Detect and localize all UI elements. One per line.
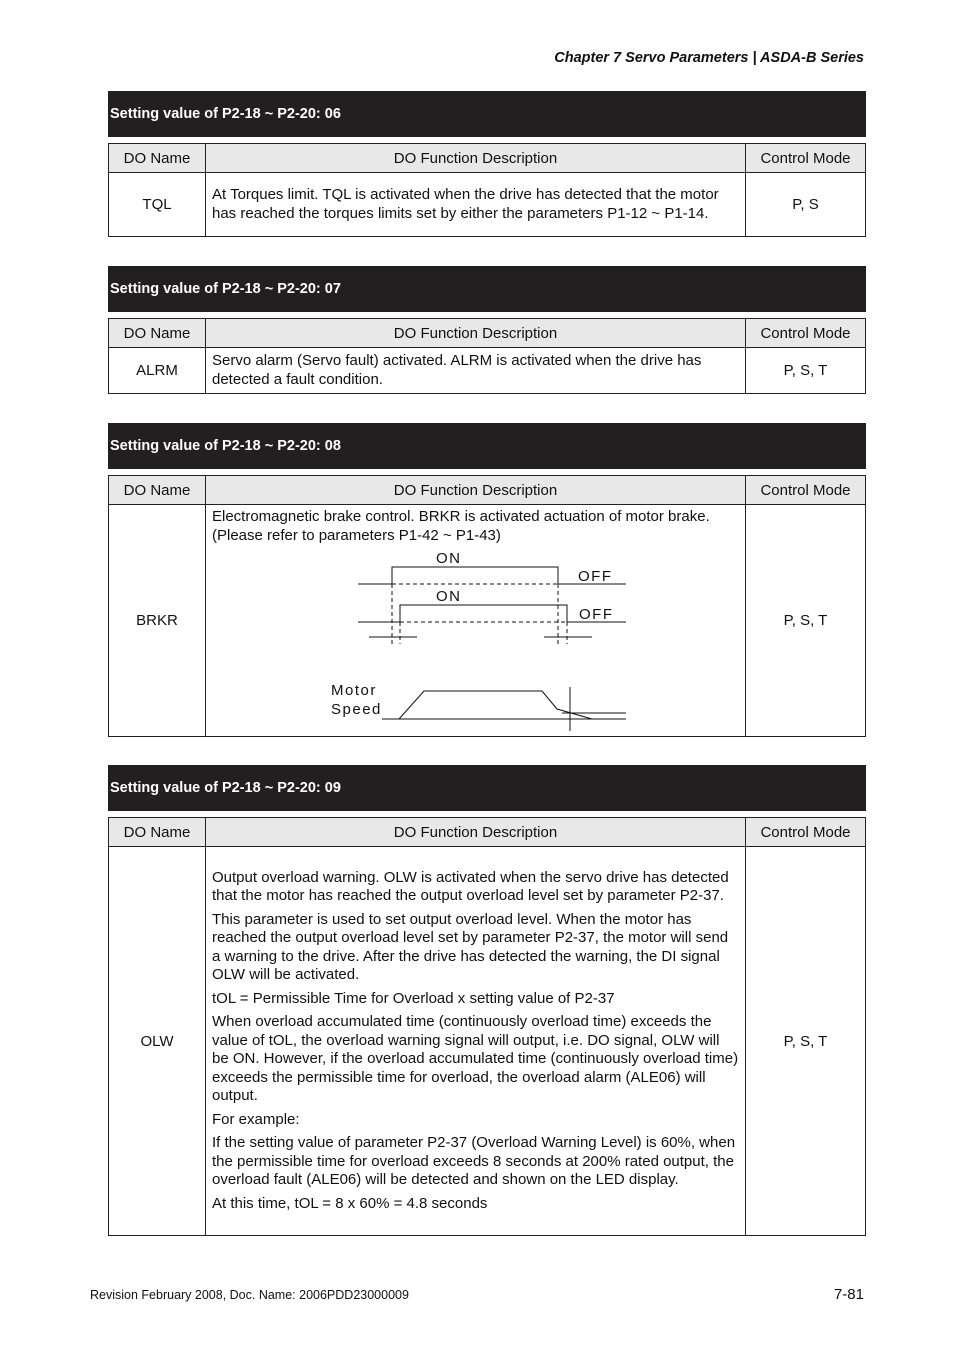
section-09 xyxy=(108,765,866,1236)
col-header-name: DO Name xyxy=(109,319,206,348)
desc-paragraph: If the setting value of parameter P2-37 (Overload Warning Level) is 60%, when the permissible time for overload exceeds 8 seconds at 200% rated output, the overload fault (ALE06) will be detected and shown on the LED display. xyxy=(212,1134,736,1189)
motor-label: Motor xyxy=(331,682,377,699)
table-header-row xyxy=(109,818,866,847)
do-description xyxy=(206,505,746,737)
section-07 xyxy=(108,266,866,394)
control-mode: P, S, T xyxy=(746,348,866,394)
chapter-header: Chapter 7 Servo Parameters | ASDA-B Series xyxy=(554,50,864,66)
section-06 xyxy=(108,91,866,237)
desc-paragraph: At Torques limit. TQL is activated when the drive has detected that the motor has reached the torques limits set by either the parameters P1-12 ~ P1-14. xyxy=(212,186,719,222)
do-name: OLW xyxy=(109,847,206,1236)
col-header-desc: DO Function Description xyxy=(206,476,746,505)
desc-paragraph: tOL = Permissible Time for Overload x setting value of P2-37 xyxy=(212,989,615,1007)
col-header-desc: DO Function Description xyxy=(206,319,746,348)
table-row xyxy=(109,348,866,394)
col-header-name: DO Name xyxy=(109,476,206,505)
control-mode: P, S xyxy=(746,173,866,237)
do-table xyxy=(108,143,866,237)
do-table xyxy=(108,817,866,1236)
on-label-1: ON xyxy=(436,550,462,567)
section-title: Setting value of P2-18 ~ P2-20: 07 xyxy=(108,266,866,312)
desc-paragraph: Servo alarm (Servo fault) activated. ALRM is activated when the drive has detected a fault condition. xyxy=(212,352,702,388)
do-description xyxy=(206,847,746,1236)
table-row xyxy=(109,505,866,737)
col-header-mode: Control Mode xyxy=(746,144,866,173)
desc-paragraph: For example: xyxy=(212,1110,300,1128)
do-name: ALRM xyxy=(109,348,206,394)
col-header-mode: Control Mode xyxy=(746,319,866,348)
revision-footer: Revision February 2008, Doc. Name: 2006PDD23000009 xyxy=(90,1288,409,1302)
do-name: TQL xyxy=(109,173,206,237)
desc-paragraph: At this time, tOL = 8 x 60% = 4.8 seconds xyxy=(212,1194,488,1212)
do-description xyxy=(206,348,746,394)
col-header-desc: DO Function Description xyxy=(206,818,746,847)
desc-paragraph: Electromagnetic brake control. BRKR is activated actuation of motor brake. (Please refer to parameters P1-42 ~ P1-43) xyxy=(212,508,710,544)
section-title: Setting value of P2-18 ~ P2-20: 06 xyxy=(108,91,866,137)
col-header-mode: Control Mode xyxy=(746,818,866,847)
off-label-2: OFF xyxy=(579,606,614,623)
section-08 xyxy=(108,423,866,737)
on-label-2: ON xyxy=(436,588,462,605)
col-header-mode: Control Mode xyxy=(746,476,866,505)
do-name: BRKR xyxy=(109,505,206,737)
section-title: Setting value of P2-18 ~ P2-20: 08 xyxy=(108,423,866,469)
brake-timing-diagram xyxy=(212,546,738,732)
table-row xyxy=(109,173,866,237)
control-mode: P, S, T xyxy=(746,847,866,1236)
page-number: 7-81 xyxy=(833,1286,864,1303)
motor-speed-curve xyxy=(399,691,592,719)
speed-label: Speed xyxy=(331,701,382,718)
desc-paragraph: When overload accumulated time (continuously overload time) exceeds the value of tOL, the overload warning signal will output, i.e. DO signal, OLW will be ON. However, if the overload accumulated time (continuously overload time) exceeds the permissible time for overload, the overload alarm (ALE06) will output. xyxy=(212,1013,739,1105)
do-table xyxy=(108,475,866,737)
desc-paragraph: This parameter is used to set output overload level. When the motor has reached the output overload level set by parameter P2-37, the motor will send a warning to the drive. After the drive has detected the warning, the DI signal OLW will be activated. xyxy=(212,910,729,984)
table-header-row xyxy=(109,144,866,173)
off-label-1: OFF xyxy=(578,568,613,585)
col-header-name: DO Name xyxy=(109,818,206,847)
col-header-desc: DO Function Description xyxy=(206,144,746,173)
do-table xyxy=(108,318,866,394)
col-header-name: DO Name xyxy=(109,144,206,173)
desc-paragraph: Output overload warning. OLW is activated when the servo drive has detected that the motor has reached the output overload level set by parameter P2-37. xyxy=(212,868,729,905)
section-title: Setting value of P2-18 ~ P2-20: 09 xyxy=(108,765,866,811)
table-header-row xyxy=(109,319,866,348)
table-header-row xyxy=(109,476,866,505)
control-mode: P, S, T xyxy=(746,505,866,737)
table-row xyxy=(109,847,866,1236)
do-description xyxy=(206,173,746,237)
